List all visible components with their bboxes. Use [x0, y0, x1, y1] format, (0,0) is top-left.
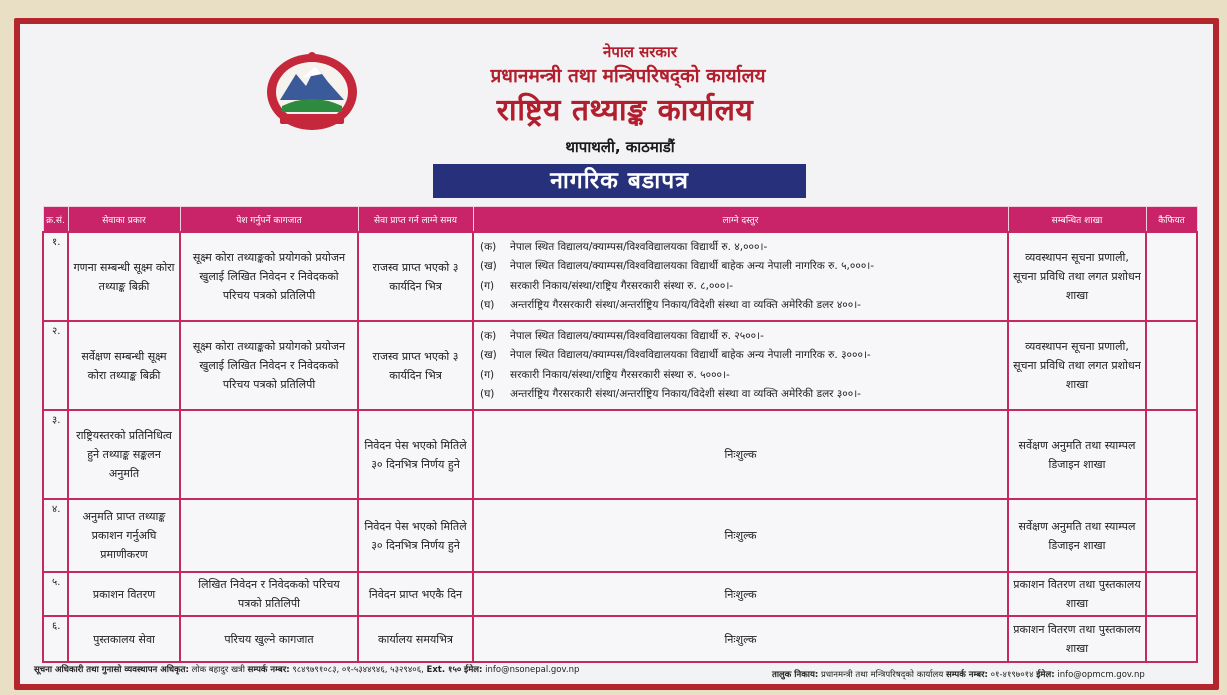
serial-cell: ४. [43, 499, 68, 572]
fee-cell: निःशुल्क [473, 499, 1008, 572]
footer-label: तालुक निकाय: [772, 670, 819, 680]
service-cell: सर्वेक्षण सम्बन्धी सूक्ष्म कोरा तथ्याङ्क बिक्री [68, 321, 180, 410]
documents-cell [180, 410, 358, 499]
time-cell: निवेदन प्राप्त भएकै दिन [358, 572, 473, 616]
time-cell: निवेदन पेस भएको मितिले ३० दिनभित्र निर्णय हुने [358, 499, 473, 572]
parent-office-footer [772, 669, 1145, 680]
nepal-emblem-icon [262, 48, 362, 134]
fee-line: (ग) सरकारी निकाय/संस्था/राष्ट्रिय गैरसरकारी संस्था रु. ८,०००।- [480, 279, 734, 292]
remarks-cell [1146, 572, 1197, 616]
time-cell: राजस्व प्राप्त भएको ३ कार्यदिन भित्र [358, 232, 473, 321]
service-cell: प्रकाशन वितरण [68, 572, 180, 616]
charter-title: नागरिक बडापत्र [433, 164, 806, 198]
parent-office-email: info@opmcm.gov.np [1057, 670, 1145, 680]
time-cell: कार्यालय समयभित्र [358, 616, 473, 662]
ministry-name: प्रधानमन्त्री तथा मन्त्रिपरिषद्को कार्यालय [490, 65, 766, 87]
serial-cell: ६. [43, 616, 68, 662]
remarks-cell [1146, 232, 1197, 321]
serial-cell: ५. [43, 572, 68, 616]
fee-cell: निःशुल्क [473, 410, 1008, 499]
fee-cell [473, 232, 1008, 321]
column-header: क्र.सं. [43, 207, 68, 233]
table-row [43, 321, 1197, 410]
time-cell: निवेदन पेस भएको मितिले ३० दिनभित्र निर्णय हुने [358, 410, 473, 499]
fee-cell [473, 321, 1008, 410]
remarks-cell [1146, 616, 1197, 662]
fee-cell: निःशुल्क [473, 616, 1008, 662]
serial-cell: २. [43, 321, 68, 410]
officer-ext: Ext. १५० [426, 665, 462, 675]
branch-cell: व्यवस्थापन सूचना प्रणाली, सूचना प्रविधि तथा लगत प्रशोधन शाखा [1008, 321, 1146, 410]
remarks-cell [1146, 499, 1197, 572]
fee-line: (क) नेपाल स्थित विद्यालय/क्याम्पस/विश्वविद्यालयका विद्यार्थी रु. ४,०००।- [480, 240, 768, 253]
service-cell: गणना सम्बन्धी सूक्ष्म कोरा तथ्याङ्क बिक्री [68, 232, 180, 321]
table-row [43, 572, 1197, 616]
branch-cell: प्रकाशन वितरण तथा पुस्तकालय शाखा [1008, 572, 1146, 616]
serial-cell: ३. [43, 410, 68, 499]
remarks-cell [1146, 321, 1197, 410]
table-header-row [43, 207, 1197, 233]
government-name: नेपाल सरकार [603, 43, 677, 61]
service-cell: पुस्तकालय सेवा [68, 616, 180, 662]
time-cell: राजस्व प्राप्त भएको ३ कार्यदिन भित्र [358, 321, 473, 410]
fee-line: (ख) नेपाल स्थित विद्यालय/क्याम्पस/विश्वविद्यालयका विद्यार्थी बाहेक अन्य नेपाली नागरिक रु. ३०००।- [480, 349, 871, 361]
service-cell: अनुमति प्राप्त तथ्याङ्क प्रकाशन गर्नुअघि प्रमाणीकरण [68, 499, 180, 572]
column-header: कैफियत [1146, 207, 1197, 233]
column-header: पेश गर्नुपर्ने कागजात [180, 207, 358, 233]
branch-cell: प्रकाशन वितरण तथा पुस्तकालय शाखा [1008, 616, 1146, 662]
office-name: राष्ट्रिय तथ्याङ्क कार्यालय [496, 93, 754, 128]
officer-email: info@nsonepal.gov.np [485, 665, 580, 675]
documents-cell: सूक्ष्म कोरा तथ्याङ्कको प्रयोगको प्रयोजन खुलाई लिखित निवेदन र निवेदकको परिचय पत्रको प्रतिलिपी [180, 232, 358, 321]
column-header: सेवा प्राप्त गर्न लाग्ने समय [358, 207, 473, 233]
officer-name: लोक बहादुर खत्री [191, 665, 245, 675]
column-header: लाग्ने दस्तुर [473, 207, 1008, 233]
fee-line: (ख) नेपाल स्थित विद्यालय/क्याम्पस/विश्वविद्यालयका विद्यार्थी बाहेक अन्य नेपाली नागरिक रु. ५,०००।- [480, 260, 875, 272]
documents-cell [180, 499, 358, 572]
office-address: थापाथली, काठमाडौं [565, 138, 675, 156]
branch-cell: सर्वेक्षण अनुमति तथा स्याम्पल डिजाइन शाखा [1008, 499, 1146, 572]
footer-label: सम्पर्क नम्बर: [945, 670, 988, 680]
table-row [43, 232, 1197, 321]
footer-label: सूचना अधिकारी तथा गुनासो व्यवस्थापन अधिकृत: [34, 665, 189, 675]
documents-cell: सूक्ष्म कोरा तथ्याङ्कको प्रयोगको प्रयोजन खुलाई लिखित निवेदन र निवेदकको परिचय पत्रको प्रतिलिपी [180, 321, 358, 410]
fee-line: (घ) अन्तर्राष्ट्रिय गैरसरकारी संस्था/अन्तर्राष्ट्रिय निकाय/विदेशी संस्था वा व्यक्ति अमेरिकी डलर ४००।- [480, 299, 861, 311]
branch-cell: सर्वेक्षण अनुमति तथा स्याम्पल डिजाइन शाखा [1008, 410, 1146, 499]
table-row [43, 410, 1197, 499]
table-row [43, 616, 1197, 662]
parent-office-phone: ०१-४१९७०१४ [990, 670, 1034, 680]
info-officer-footer [34, 664, 579, 675]
remarks-cell [1146, 410, 1197, 499]
documents-cell: लिखित निवेदन र निवेदकको परिचय पत्रको प्रतिलिपी [180, 572, 358, 616]
parent-office-name: प्रधानमन्त्री तथा मन्त्रिपरिषद्को कार्यालय [820, 670, 944, 680]
documents-cell: परिचय खुल्ने कागजात [180, 616, 358, 662]
service-cell: राष्ट्रियस्तरको प्रतिनिधित्व हुने तथ्याङ्क सङ्कलन अनुमति [68, 410, 180, 499]
footer-label: ईमेल: [1036, 670, 1055, 680]
fee-line: (घ) अन्तर्राष्ट्रिय गैरसरकारी संस्था/अन्तर्राष्ट्रिय निकाय/विदेशी संस्था वा व्यक्ति अमेरिकी डलर ३००।- [480, 388, 861, 400]
fee-cell: निःशुल्क [473, 572, 1008, 616]
fee-line: (क) नेपाल स्थित विद्यालय/क्याम्पस/विश्वविद्यालयका विद्यार्थी रु. २५००।- [480, 329, 764, 342]
serial-cell: १. [43, 232, 68, 321]
charter-table [42, 206, 1198, 663]
officer-phone: ९८४९७९१०८३, ०१-५३४४९४६, ५३२९४०६, [292, 665, 424, 675]
branch-cell: व्यवस्थापन सूचना प्रणाली, सूचना प्रविधि तथा लगत प्रशोधन शाखा [1008, 232, 1146, 321]
footer-label: ईमेल: [464, 665, 483, 675]
footer-label: सम्पर्क नम्बर: [247, 665, 290, 675]
fee-line: (ग) सरकारी निकाय/संस्था/राष्ट्रिय गैरसरकारी संस्था रु. ५०००।- [480, 368, 730, 381]
table-row [43, 499, 1197, 572]
column-header: सम्बन्धित शाखा [1008, 207, 1146, 233]
column-header: सेवाका प्रकार [68, 207, 180, 233]
